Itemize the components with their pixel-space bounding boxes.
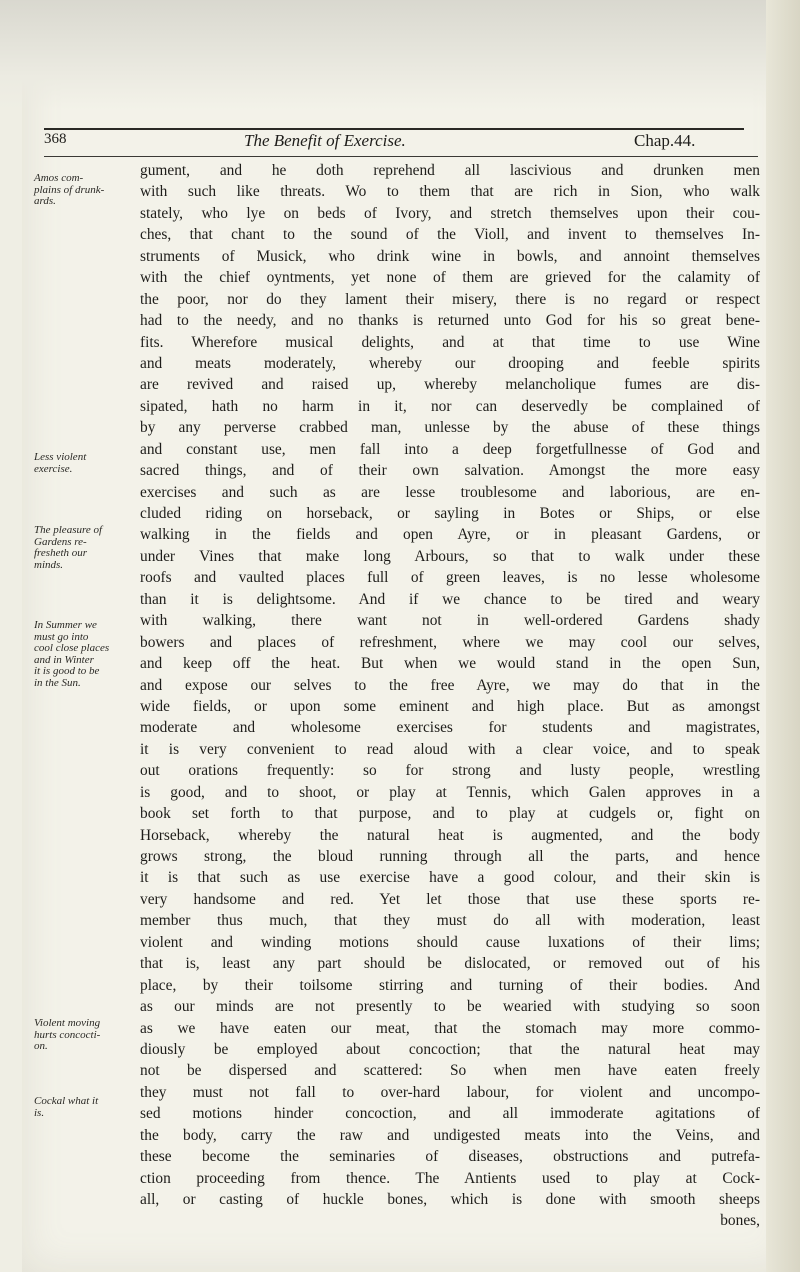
chapter-label: Chap.44. [634,131,696,150]
margin-note: Less violent exercise. [34,451,87,475]
margin-note: Cockal what it is. [34,1095,99,1119]
text-line: roofs and vaulted places full of green leaves, is no lesse wholesome [140,569,760,587]
margin-note: In Summer we must go into cool close places and in Winter it is good to be in the Sun. [34,619,110,689]
text-line: not be dispersed and scattered: So when men have eaten freely [140,1062,760,1080]
text-line: all, or casting of huckle bones, which is done with smooth sheeps [140,1191,760,1208]
page-number: 368 [44,131,67,147]
scan-right-edge [766,0,800,1272]
text-line: bowers and places of refreshment, where we may cool our selves, [140,633,760,651]
text-line: that is, least any part should be dislocated, or removed out of his [140,955,760,973]
text-line: gument, and he doth reprehend all lascivious and drunken men [140,162,760,179]
text-line: Horseback, whereby the natural heat is augmented, and the body [140,826,760,844]
text-line: with walking, there want not in well-ordered Gardens shady [140,612,760,630]
text-line: walking in the fields and open Ayre, or in pleasant Gardens, or [140,526,760,544]
text-line: bones, [720,1212,760,1230]
text-line: sipated, hath no harm in it, nor can deservedly be complained of [140,397,760,415]
text-line: the body, carry the raw and undigested meats into the Veins, and [140,1126,760,1144]
text-line: they must not fall to over-hard labour, for violent and uncompo- [140,1083,760,1101]
text-line: sed motions hinder concoction, and all immoderate agitations of [140,1105,760,1123]
text-line: with the chief oyntments, yet none of them are grieved for the calamity of [140,269,760,287]
scan-top-shadow [0,0,800,110]
text-line: and expose our selves to the free Ayre, we may do that in the [140,676,760,694]
text-line: ction proceeding from thence. The Antients used to play at Cock- [140,1169,760,1187]
text-line: it is that such as use exercise have a good colour, and their skin is [140,869,760,887]
running-head: The Benefit of Exercise. [244,131,406,150]
text-line: with such like threats. Wo to them that are rich in Sion, who walk [140,183,760,201]
text-line: and constant use, men fall into a deep forgetfullnesse of God and [140,440,760,458]
text-line: and keep off the heat. But when we would stand in the open Sun, [140,655,760,673]
text-line: under Vines that make long Arbours, so that to walk under these [140,547,760,565]
text-line: had to the needy, and no thanks is returned unto God for his so great bene- [140,312,760,330]
text-line: as our minds are not presently to be wearied with studying so soon [140,998,760,1016]
text-line: fits. Wherefore musical delights, and at that time to use Wine [140,333,760,351]
text-line: it is very convenient to read aloud with a clear voice, and to speak [140,740,760,758]
margin-note: Violent moving hurts concocti- on. [34,1017,101,1052]
margin-note: The pleasure of Gardens re- fresheth our minds. [34,524,103,571]
text-line: diously be employed about concoction; that the natural heat may [140,1040,760,1058]
text-line: member thus much, that they must do all with moderation, least [140,912,760,930]
text-line: cluded riding on horseback, or sayling in Botes or Ships, or else [140,505,760,522]
text-line: place, by their toilsome stirring and turning of their bodies. And [140,976,760,994]
page-header [44,131,758,157]
text-line: as we have eaten our meat, that the stomach may more commo- [140,1019,760,1037]
body-text [140,160,760,1232]
text-line: exercises and such as are lesse troublesome and laborious, are en- [140,483,760,501]
text-line: these become the seminaries of diseases, obstructions and putrefa- [140,1148,760,1166]
text-line: violent and winding motions should cause luxations of their lims; [140,933,760,951]
text-line: the poor, nor do they lament their misery, there is no regard or respect [140,290,760,308]
text-line: book set forth to that purpose, and to play at cudgels or, fight on [140,805,760,823]
text-line: out orations frequently: so for strong and lusty people, wrestling [140,762,760,780]
text-line: by any perverse crabbed man, unlesse by the abuse of these things [140,419,760,437]
margin-note: Amos com- plains of drunk- ards. [34,172,105,207]
text-line: struments of Musick, who drink wine in bowls, and annoint themselves [140,247,760,265]
text-line: and meats moderately, whereby our drooping and feeble spirits [140,354,760,372]
text-line: is good, and to shoot, or play at Tennis, which Galen approves in a [140,783,760,801]
text-line: wide fields, or upon some eminent and high place. But as amongst [140,697,760,715]
text-line: moderate and wholesome exercises for students and magistrates, [140,719,760,737]
text-line: than it is delightsome. And if we chance to be tired and weary [140,590,760,608]
header-top-rule [44,128,744,130]
text-line: sacred things, and of their own salvation. Amongst the more easy [140,462,760,480]
text-line: are revived and raised up, whereby melancholique fumes are dis- [140,376,760,394]
header-bottom-rule [44,156,758,157]
text-line: ches, that chant to the sound of the Violl, and invent to themselves In- [140,226,760,244]
text-line: stately, who lye on beds of Ivory, and stretch themselves upon their cou- [140,204,760,222]
text-line: grows strong, the bloud running through all the parts, and hence [140,848,760,865]
text-line: very handsome and red. Yet let those that use these sports re- [140,890,760,908]
